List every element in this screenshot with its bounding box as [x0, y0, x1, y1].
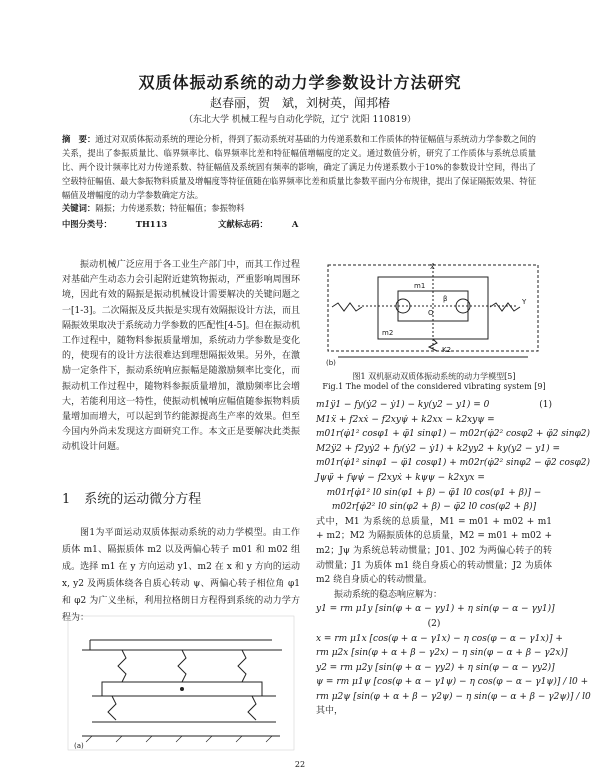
figure-caption-cn: 图1 双机驱动双质体振动系统的动力学模型[5]: [352, 372, 516, 381]
figure-b-label: (b): [326, 359, 336, 367]
equation-where-text: 式中，M1 为系统的总质量，M1 = m01 + m02 + m1 + m2；M2 为隔振质体的总质量，M2 = m01 + m02 + m2；Jψ 为系统总转动惯量；J01、J02 为两偏心转子的转动惯量；J1 为质体 m1 绕自身质心的转动惯量；J2 为质体 m2 绕自身质心的转动惯量。: [316, 516, 552, 586]
equation-1h: m02r[φ̇2² l0 sin(φ2 + β) − φ̈2 l0 cos(φ2 + β)]: [331, 502, 537, 513]
figure-b-label-o: O: [428, 309, 434, 317]
doc-label: 文献标志码：: [218, 219, 268, 229]
figure-caption-en: Fig.1 The model of the considered vibrating system [9]: [322, 382, 546, 391]
equation-2a: y1 = rm μ1y [sin(φ + α − γy1) + η sin(φ − α − γy1)]: [316, 604, 555, 615]
equation-1f: Jψψ̈ + fψψ̇ − f2xyẋ + kψψ − k2xyx =: [316, 472, 485, 483]
clc-value: TH113: [135, 219, 168, 229]
equation-2e: ψ = rm μ1ψ [cos(φ + α − γ1ψ) − η cos(φ − α − γ1ψ)] / l0 +: [316, 677, 589, 688]
equation-1-number: (1): [539, 400, 552, 410]
figure-a-center-point: [180, 687, 184, 691]
abstract-text: 通过对双质体振动系统的理论分析，得到了振动系统对基础的力传递系数和工作质体的特征幅值与系统动力学参数之间的关系，提出了参振质量比、临界频率比、临界频率比差和特征幅值增幅度的定义。通过数值分析，研究了工作质体与系统总质量比、两个设计频率比对力传递系数、特征幅值及系统固有频率的影响，确定了满足力传递系数小于10%的参数设计空间，得出了空载特征幅值、最大参振物料质量及增幅度等特征值随在临界频率比差和质量比参数平面内分布规律，提出了保证隔振效果、特征幅值及增幅度的动力学参数确定方法。: [62, 134, 536, 200]
equations-column: [316, 398, 591, 719]
figure-b-drawing: [318, 257, 548, 367]
page-number: 22: [294, 760, 306, 769]
keywords-label: 关键词：: [62, 203, 96, 213]
figure-b-label-k2: K2: [442, 346, 452, 354]
equation-1d: M2ÿ2 + f2yẏ2 + fy(ẏ2 − ẏ1) + k2yy2 + ky(y2 − y1) =: [316, 443, 560, 454]
figure-a-label: (a): [74, 742, 84, 750]
keywords: [62, 202, 536, 214]
section-heading: [62, 488, 215, 507]
clc-label: 中图分类号：: [62, 219, 112, 229]
paper-title: 双质体振动系统的动力学参数设计方法研究: [138, 73, 462, 92]
figure-b-label-beta: β: [443, 295, 448, 303]
equation-1g: m01r[φ̇1² l0 sin(φ1 + β) − φ̈1 l0 cos(φ1 + β)] −: [326, 487, 542, 498]
intro-paragraph: 振动机械广泛应用于各工业生产部门中，而其工作过程对基础产生动态力会引起附近建筑物振动，严重影响周围环境，因此有效的隔振是振动机械设计需要解决的关键问题之一[1-3]。二次隔振及反共振是实现有效隔振设计方法，而且隔振效果取决于系统动力学参数的匹配性[4-5]。但在振动机工作过程中，随物料参振质量增加，系统动力学参数是变化的，使现有的设计方法很难达到理想隔振效果。另外，在激励一定条件下，振动系统响应振幅是随激励频率比变化，而振动机工作过程中，随物料参振质量增加，激励频率比会增大，若能利用这一特性，使振动机械响应幅值随参振物料质量增加而增大，可以起到节约能源提高生产率的效果。但至今国内外尚未发现这方面研究工作。本文正是要解决此类振动机设计问题。: [62, 260, 300, 453]
section-title: 系统的运动微分方程: [84, 492, 202, 507]
section-paragraph: 图1为平面运动双质体振动系统的动力学模型。由工作质体 m1、隔振质体 m2 以及两偏心转子 m01 和 m02 组成。选择 m1 在 y 方向运动 y1、m2 在 x 和 y 方向的运动 x, y2 及两质体绕各自质心转动 ψ、两偏心转子相位角 φ1 和 φ2 为广义坐标，利用拉格朗日方程得到系统的动力学方程为：: [62, 528, 300, 623]
figure-a-drawing: [62, 610, 300, 755]
equation-2b: x = rm μ1x [cos(φ + α − γ1x) − η cos(φ − α − γ1x)] +: [316, 633, 563, 644]
equation-1b: M1ẍ + f2xẋ − f2xyψ̇ + k2xx − k2xyψ =: [316, 414, 495, 425]
figure-b-label-m1: m1: [414, 282, 426, 290]
equation-1c: m01r(φ̇1² cosφ1 + φ̈1 sinφ1) − m02r(φ̇2² cosφ2 + φ̈2 sinφ2): [316, 429, 591, 440]
abstract: [62, 132, 536, 202]
figure-b: [318, 257, 548, 367]
figure-b-label-m2: m2: [382, 329, 394, 337]
keywords-text: 隔振；力传递系数；特征幅值；参振物料: [95, 203, 245, 213]
equation-2f: rm μ2ψ [sin(φ + α + β − γ2ψ) − η sin(φ − α + β − γ2ψ)] / l0: [316, 691, 591, 702]
intro-column: [62, 258, 300, 456]
equation-1: m1ÿ1 − fy(ẏ2 − ẏ1) − ky(y2 − y1) = 0: [316, 400, 490, 410]
classification: [62, 218, 536, 230]
steady-state-intro: 振动系统的稳态响应解为：: [334, 589, 443, 600]
section-number: 1: [62, 492, 71, 507]
abstract-label: 摘 要：: [62, 134, 96, 144]
equation-2-number: (2): [427, 618, 441, 629]
figure-a: [62, 610, 300, 755]
paper-authors: 赵春丽，贺 斌，刘树英，闻邦椿: [209, 96, 390, 110]
figure-b-label-x: X: [430, 263, 435, 271]
doc-value: A: [291, 219, 299, 229]
qizhong-text: 其中，: [316, 706, 344, 717]
equation-2d: y2 = rm μ2y [sin(φ + α − γy2) + η sin(φ − α − γy2)]: [316, 662, 555, 673]
figure-b-label-y: Y: [522, 298, 527, 306]
equation-2c: rm μ2x [sin(φ + α + β − γ2x) − η sin(φ − α + β − γ2x)]: [316, 648, 568, 659]
equation-1e: m01r(φ̇1² sinφ1 − φ̈1 cosφ1) + m02r(φ̇2² sinφ2 − φ̈2 cosφ2): [316, 458, 591, 469]
paper-affiliation: （东北大学 机械工程与自动化学院，辽宁 沈阳 110819）: [184, 115, 416, 125]
